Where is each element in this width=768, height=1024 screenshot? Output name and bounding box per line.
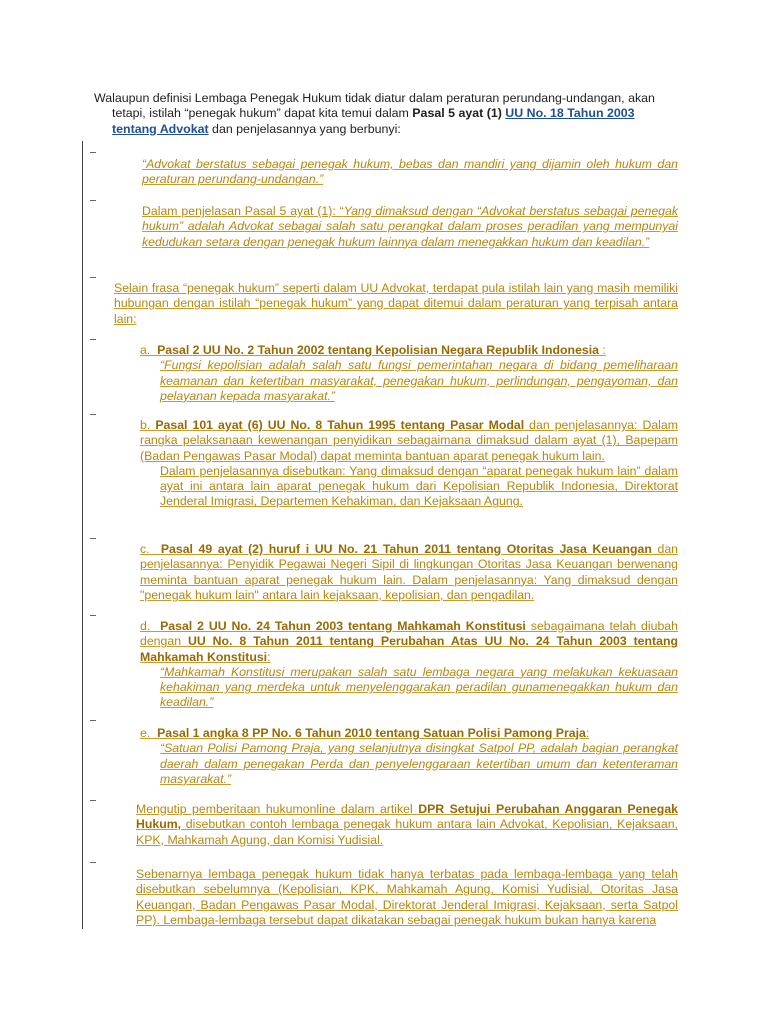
quote-text: “Advokat berstatus sebagai penegak hukum, bebas dan mandiri yang dijamin oleh hukum dan peraturan perundang-undangan.” bbox=[142, 157, 678, 187]
bullet-dash bbox=[90, 200, 96, 201]
sebenarnya-text: Sebenarnya lembaga penegak hukum tidak hanya terbatas pada lembaga-lembaga yang telah disebutkan sebelumnya (Kepolisian, KPK, Mahkamah Agung, Komisi Yudisial, Otoritas Jasa Keuangan, Badan Pengawas Pasar Modal, Direktorat Jenderal Imigrasi, Kejaksaan, serta Satpol PP). Lembaga-lembaga tersebut dapat dikatakan sebagai penegak hukum bukan hanya karena bbox=[136, 867, 678, 927]
quote-advokat bbox=[142, 157, 678, 188]
item-c-label: c. bbox=[140, 542, 150, 556]
article-link[interactable]: DPR Setujui Perubahan Anggaran Penegak Hukum, bbox=[136, 802, 678, 832]
item-a bbox=[140, 343, 678, 404]
item-c-body: dan penjelasannya: Penyidik Pegawai Negeri Sipil di lingkungan Otoritas Jasa Keuangan berwenang meminta bantuan aparat penegak hukum lain. Dalam penjelasannya: Yang dimaksud dengan "penegak hukum lain" antara lain kejaksaan, kepolisian, dan pengadilan. bbox=[140, 542, 679, 602]
bullet-dash bbox=[90, 277, 96, 278]
item-b-title[interactable]: Pasal 101 ayat (6) UU No. 8 Tahun 1995 tentang Pasar Modal bbox=[155, 418, 525, 432]
item-d-body: “Mahkamah Konstitusi merupakan salah satu lembaga negara yang melakukan kekuasaan kehakiman yang merdeka untuk menyelenggarakan peradilan gunamenegakkan hukum dan keadilan.” bbox=[160, 664, 678, 710]
item-e bbox=[140, 726, 678, 787]
item-c-title[interactable]: Pasal 49 ayat (2) huruf i UU No. 21 Tahun 2011 tentang Otoritas Jasa Keuangan bbox=[160, 542, 652, 556]
penjelasan-paragraph bbox=[142, 204, 678, 250]
intro-paragraph bbox=[94, 91, 678, 137]
intro-pasal-ref: Pasal 5 ayat (1) bbox=[412, 106, 502, 121]
bullet-dash bbox=[90, 152, 96, 153]
penjelasan-intro: Dalam penjelasan Pasal 5 ayat (1): “ bbox=[142, 204, 344, 218]
bullet-dash bbox=[90, 414, 96, 415]
item-b-label: b. bbox=[140, 418, 151, 432]
bullet-dash bbox=[90, 538, 96, 539]
item-d-colon: : bbox=[267, 649, 271, 664]
intro-text-end: dan penjelasannya yang berbunyi: bbox=[208, 121, 401, 136]
item-c bbox=[140, 542, 678, 603]
mengutip-text: disebutkan contoh lembaga penegak hukum antara lain Advokat, Kepolisian, Kejaksaan, KPK, Mahkamah Agung, dan Komisi Yudisial. bbox=[136, 817, 678, 847]
revision-bar bbox=[82, 141, 83, 929]
item-d-mid: sebagaimana telah diubah dengan bbox=[140, 619, 678, 649]
item-e-title[interactable]: Pasal 1 angka 8 PP No. 6 Tahun 2010 tentang Satuan Polisi Pamong Praja bbox=[157, 726, 586, 740]
bullet-dash bbox=[90, 720, 96, 721]
uu-advokat-link-2[interactable]: tentang Advokat bbox=[112, 121, 209, 136]
item-d-label: d. bbox=[140, 619, 151, 633]
bullet-dash bbox=[90, 862, 96, 863]
item-a-label: a. bbox=[140, 343, 151, 357]
item-b-penjelasan: Dalam penjelasannya disebutkan: Yang dimaksud dengan “aparat penegak hukum lain” dalam ayat ini antara lain aparat penegak hukum dari Kepolisian Republik Indonesia, Direktorat Jenderal Imigrasi, Departemen Kehakiman, dan Kejaksaan Agung. bbox=[160, 463, 678, 509]
item-e-label: e. bbox=[140, 726, 151, 740]
mengutip-paragraph bbox=[136, 802, 678, 848]
item-d-title-2[interactable]: UU No. 8 Tahun 2011 tentang Perubahan Atas UU No. 24 Tahun 2003 tentang Mahkamah Konstitusi bbox=[140, 634, 678, 664]
item-a-colon: : bbox=[599, 343, 606, 357]
uu-advokat-link[interactable]: UU No. 18 Tahun 2003 bbox=[505, 106, 635, 121]
item-d bbox=[140, 619, 678, 711]
penjelasan-quote: Yang dimaksud dengan “Advokat berstatus sebagai penegak hukum” adalah Advokat sebagai salah satu perangkat dalam proses peradilan yang mempunyai kedudukan setara dengan penegak hukum lainnya dalam menegakkan hukum dan keadilan.” bbox=[142, 204, 678, 249]
bullet-dash bbox=[90, 800, 96, 801]
sebenarnya-paragraph bbox=[136, 867, 678, 928]
intro-line-1: Walaupun definisi Lembaga Penegak Hukum tidak diatur dalam peraturan perundang-undangan, akan bbox=[94, 91, 655, 105]
item-b-body: dan penjelasannya: Dalam rangka pelaksanaan kewenangan penyidikan sebagaimana dimaksud dalam ayat (1), Bapepam (Badan Pengawas Pasar Modal) dapat meminta bantuan aparat penegak hukum lain. bbox=[140, 418, 678, 463]
mengutip-intro: Mengutip pemberitaan hukumonline dalam artikel bbox=[136, 802, 419, 816]
item-e-colon: : bbox=[585, 726, 590, 740]
bullet-dash bbox=[90, 339, 96, 340]
item-b bbox=[140, 418, 678, 510]
item-a-body: “Fungsi kepolisian adalah salah satu fungsi pemerintahan negara di bidang pemeliharaan keamanan dan ketertiban masyarakat, penegakan hukum, perlindungan, pengayoman, dan pelayanan kepada masyarakat.” bbox=[160, 358, 678, 403]
intro-line-2 bbox=[94, 106, 678, 137]
item-d-title[interactable]: Pasal 2 UU No. 24 Tahun 2003 tentang Mahkamah Konstitusi bbox=[160, 619, 526, 633]
item-e-body: “Satuan Polisi Pamong Praja, yang selanjutnya disingkat Satpol PP, adalah bagian perangkat daerah dalam penegakan Perda dan penyelenggaraan ketertiban umum dan ketenteraman masyarakat.” bbox=[160, 741, 678, 786]
selain-text: Selain frasa “penegak hukum” seperti dalam UU Advokat, terdapat pula istilah lain yang masih memiliki hubungan dengan istilah “penegak hukum” yang dapat ditemui dalam peraturan yang terpisah antara lain: bbox=[114, 281, 678, 326]
selain-paragraph bbox=[114, 281, 678, 327]
bullet-dash bbox=[90, 615, 96, 616]
item-a-title[interactable]: Pasal 2 UU No. 2 Tahun 2002 tentang Kepolisian Negara Republik Indonesia bbox=[157, 343, 599, 357]
intro-text: tetapi, istilah “penegak hukum” dapat kita temui dalam bbox=[112, 106, 413, 121]
